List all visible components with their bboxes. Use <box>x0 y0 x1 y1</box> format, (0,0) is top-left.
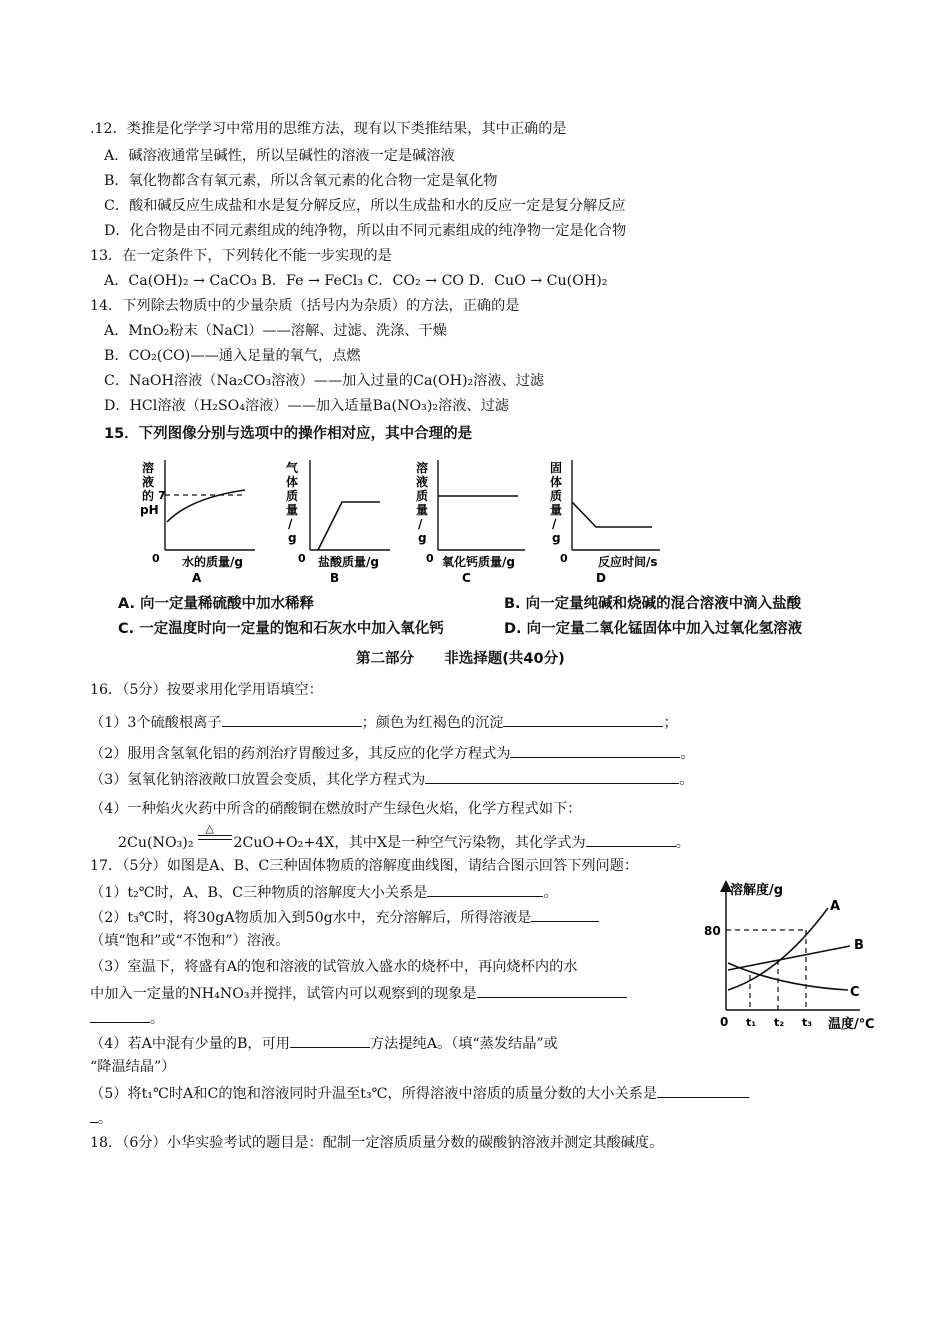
graph-d <box>550 460 660 585</box>
graph-d-ylabel-4: 量 <box>550 503 563 517</box>
graph-c-ylabel-1: 溶 <box>416 461 429 475</box>
graph-d-ylabel-2: 体 <box>550 475 563 489</box>
q13-stem: 13．在一定条件下，下列转化不能一步实现的是 <box>90 248 392 264</box>
q16-sub3-text: （3）氢氧化钠溶液敞口放置会变质，其化学方程式为 <box>90 772 426 788</box>
graph-b-ylabel-6: g <box>288 531 297 545</box>
q17-sub3: （3）室温下，将盛有A的饱和溶液的试管放入盛水的烧杯中，再向烧杯内的水 <box>90 959 578 975</box>
x-axis-label: 温度/℃ <box>828 1017 875 1032</box>
graph-d-ylabel-5: / <box>552 517 557 531</box>
graph-c-ylabel-4: 量 <box>416 503 429 517</box>
label-b: B <box>854 938 864 953</box>
graph-a <box>140 460 255 585</box>
q16-sub3 <box>90 768 694 790</box>
q17-sub4 <box>90 1032 558 1054</box>
q15-option-b: B. 向一定量纯碱和烧碱的混合溶液中滴入盐酸 <box>504 596 802 612</box>
graph-b-origin: 0 <box>298 552 306 565</box>
q16-sub1-c: ； <box>663 715 678 731</box>
q17-sub1 <box>90 881 558 903</box>
q17-sub2-b: （填“饱和”或“不饱和”）溶液。 <box>90 933 290 949</box>
curve-b <box>728 946 850 970</box>
eq-left: 2Cu(NO₃)₂ <box>118 835 194 851</box>
q17-sub4-b: 方法提纯A。（填“蒸发结晶”或 <box>369 1036 558 1052</box>
q16-sub4: （4）一种焰火火药中所含的硝酸铜在燃放时产生绿色火焰，化学方程式如下： <box>90 801 582 817</box>
q13-options: A．Ca(OH)₂ → CaCO₃ B．Fe → FeCl₃ C．CO₂ → CO D．CuO → Cu(OH)₂ <box>104 273 608 289</box>
q17-sub1-end: 。 <box>543 885 558 901</box>
q17-sub2 <box>90 906 599 928</box>
q16-sub1-a: （1）3个硫酸根离子 <box>90 715 222 731</box>
q12-option-b: B．氧化物都含有氧元素，所以含氧元素的化合物一定是氧化物 <box>104 173 498 189</box>
answer-blank[interactable] <box>90 1107 98 1123</box>
label-a: A <box>830 899 841 914</box>
graph-a-ylabel-3: 的 <box>142 489 155 503</box>
q17-stem: 17．（5分）如图是A、B、C三种固体物质的溶解度曲线图，请结合图示回答下列问题： <box>90 858 639 874</box>
delta-icon: △ <box>205 822 214 835</box>
answer-blank[interactable] <box>657 1082 749 1098</box>
q17-sub1-text: （1）t₂℃时，A、B、C三种物质的溶解度大小关系是 <box>90 885 428 901</box>
q17-sub4-text: （4）若A中混有少量的B，可用 <box>90 1036 290 1052</box>
q17-sub3-end-line <box>90 1007 164 1029</box>
answer-blank[interactable] <box>90 1007 150 1023</box>
curve-d <box>572 502 652 527</box>
graph-b <box>286 460 390 585</box>
graph-b-xlabel: 盐酸质量/g <box>318 555 379 569</box>
graph-d-ylabel-3: 质 <box>550 489 563 503</box>
q15-option-a: A. 向一定量稀硫酸中加水稀释 <box>118 596 315 612</box>
origin-label: 0 <box>720 1015 729 1029</box>
q16-sub2-end: 。 <box>680 746 695 762</box>
eq-end: 。 <box>675 835 690 851</box>
graph-c-letter: C <box>462 571 471 585</box>
graph-b-ylabel-5: / <box>288 517 293 531</box>
graph-b-letter: B <box>330 571 340 585</box>
q12-option-d: D．化合物是由不同元素组成的纯净物，所以由不同元素组成的纯净物一定是化合物 <box>104 223 627 239</box>
answer-blank[interactable] <box>586 831 676 847</box>
graph-c-xlabel: 氧化钙质量/g <box>442 555 515 569</box>
graph-a-ylabel-2: 液 <box>142 475 155 489</box>
label-c: C <box>850 985 860 1000</box>
graph-c-ylabel-2: 液 <box>416 475 429 489</box>
graph-b-ylabel-4: 量 <box>286 503 299 517</box>
q17-sub5-end-line <box>90 1107 112 1129</box>
q14-option-a: A．MnO₂粉末（NaCl）——溶解、过滤、洗涤、干燥 <box>104 323 447 339</box>
answer-blank[interactable] <box>531 906 599 922</box>
q14-option-b: B．CO₂(CO)——通入足量的氧气，点燃 <box>104 348 361 364</box>
graph-a-xlabel: 水的质量/g <box>182 555 243 569</box>
tick-80: 80 <box>704 924 721 938</box>
q18-stem: 18．（6分）小华实验考试的题目是：配制一定溶质质量分数的碳酸钠溶液并测定其酸碱度。 <box>90 1135 664 1151</box>
graph-c-ylabel-3: 质 <box>416 489 429 503</box>
tick-t2: t₂ <box>774 1016 785 1029</box>
q17-sub5 <box>90 1082 749 1104</box>
graph-a-letter: A <box>192 571 202 585</box>
graph-c-ylabel-6: g <box>418 531 427 545</box>
q16-sub1-b: ；颜色为红褐色的沉淀 <box>361 715 504 731</box>
tick-t1: t₁ <box>746 1016 757 1029</box>
graph-b-ylabel-2: 体 <box>286 475 299 489</box>
graph-c-origin: 0 <box>426 552 434 565</box>
graph-a-origin: 0 <box>152 552 160 565</box>
q15-option-d: D. 向一定量二氧化锰固体中加入过氧化氢溶液 <box>504 621 803 637</box>
answer-blank[interactable] <box>503 711 663 727</box>
graph-a-tick-7: 7 <box>158 489 166 502</box>
graph-d-origin: 0 <box>560 552 568 565</box>
graph-a-ylabel-4: pH <box>140 503 159 517</box>
graph-a-ylabel-1: 溶 <box>142 461 155 475</box>
answer-blank[interactable] <box>510 742 680 758</box>
graph-d-xlabel: 反应时间/s <box>598 555 658 569</box>
q16-sub1 <box>90 711 678 733</box>
q14-option-d: D．HCl溶液（H₂SO₄溶液）——加入适量Ba(NO₃)₂溶液、过滤 <box>104 398 509 414</box>
graph-c <box>416 460 525 585</box>
eq-arrow <box>194 822 234 847</box>
tick-t3: t₃ <box>802 1016 813 1029</box>
graph-b-ylabel-1: 气 <box>286 461 299 475</box>
q17-sub2-text: （2）t₃℃时，将30gA物质加入到50g水中，充分溶解后，所得溶液是 <box>90 910 532 926</box>
q17-sub5-text: （5）将t₁℃时A和C的饱和溶液同时升温至t₃℃，所得溶液中溶质的质量分数的大小关系是 <box>90 1086 658 1102</box>
graph-d-ylabel-6: g <box>552 531 561 545</box>
q16-sub2 <box>90 742 695 764</box>
q17-sub4-c: “降温结晶”） <box>90 1059 176 1075</box>
q16-sub2-text: （2）服用含氢氧化铝的药剂治疗胃酸过多，其反应的化学方程式为 <box>90 746 511 762</box>
q14-option-c: C．NaOH溶液（Na₂CO₃溶液）——加入过量的Ca(OH)₂溶液、过滤 <box>104 373 545 389</box>
answer-blank[interactable] <box>427 881 543 897</box>
curve-a <box>728 908 828 990</box>
q15-graphs <box>120 450 820 590</box>
q17-sub3-b: 中加入一定量的NH₄NO₃并搅拌，试管内可以观察到的现象是 <box>90 986 477 1002</box>
answer-blank[interactable] <box>477 982 627 998</box>
graph-c-ylabel-5: / <box>418 517 423 531</box>
q12-option-a: A．碱溶液通常呈碱性，所以呈碱性的溶液一定是碱溶液 <box>104 148 455 164</box>
q16-stem: 16．（5分）按要求用化学用语填空： <box>90 682 323 698</box>
solubility-curve-chart <box>700 878 900 1038</box>
graph-b-ylabel-3: 质 <box>286 489 299 503</box>
eq-right: 2CuO+O₂+4X，其中X是一种空气污染物，其化学式为 <box>233 835 586 851</box>
q12-stem: .12．类推是化学学习中常用的思维方法，现有以下类推结果，其中正确的是 <box>90 121 567 137</box>
q16-equation <box>118 822 690 853</box>
part2-title: 第二部分 非选择题(共40分) <box>356 651 565 667</box>
answer-blank[interactable] <box>222 711 362 727</box>
q15-stem: 15．下列图像分别与选项中的操作相对应，其中合理的是 <box>104 426 473 442</box>
q12-option-c: C．酸和碱反应生成盐和水是复分解反应，所以生成盐和水的反应一定是复分解反应 <box>104 198 626 214</box>
q14-stem: 14．下列除去物质中的少量杂质（括号内为杂质）的方法，正确的是 <box>90 298 520 314</box>
graph-d-ylabel-1: 固 <box>550 461 563 475</box>
y-axis-label: 溶解度/g <box>730 883 784 898</box>
q17-sub3-end: 。 <box>150 1011 165 1027</box>
q16-sub3-end: 。 <box>679 772 694 788</box>
graph-d-letter: D <box>596 571 606 585</box>
answer-blank[interactable] <box>425 768 679 784</box>
curve-b <box>318 502 380 550</box>
q17-sub3-b-line <box>90 982 627 1004</box>
q15-option-c: C. 一定温度时向一定量的饱和石灰水中加入氧化钙 <box>118 621 444 637</box>
answer-blank[interactable] <box>290 1032 370 1048</box>
q17-sub5-end: 。 <box>98 1111 113 1127</box>
